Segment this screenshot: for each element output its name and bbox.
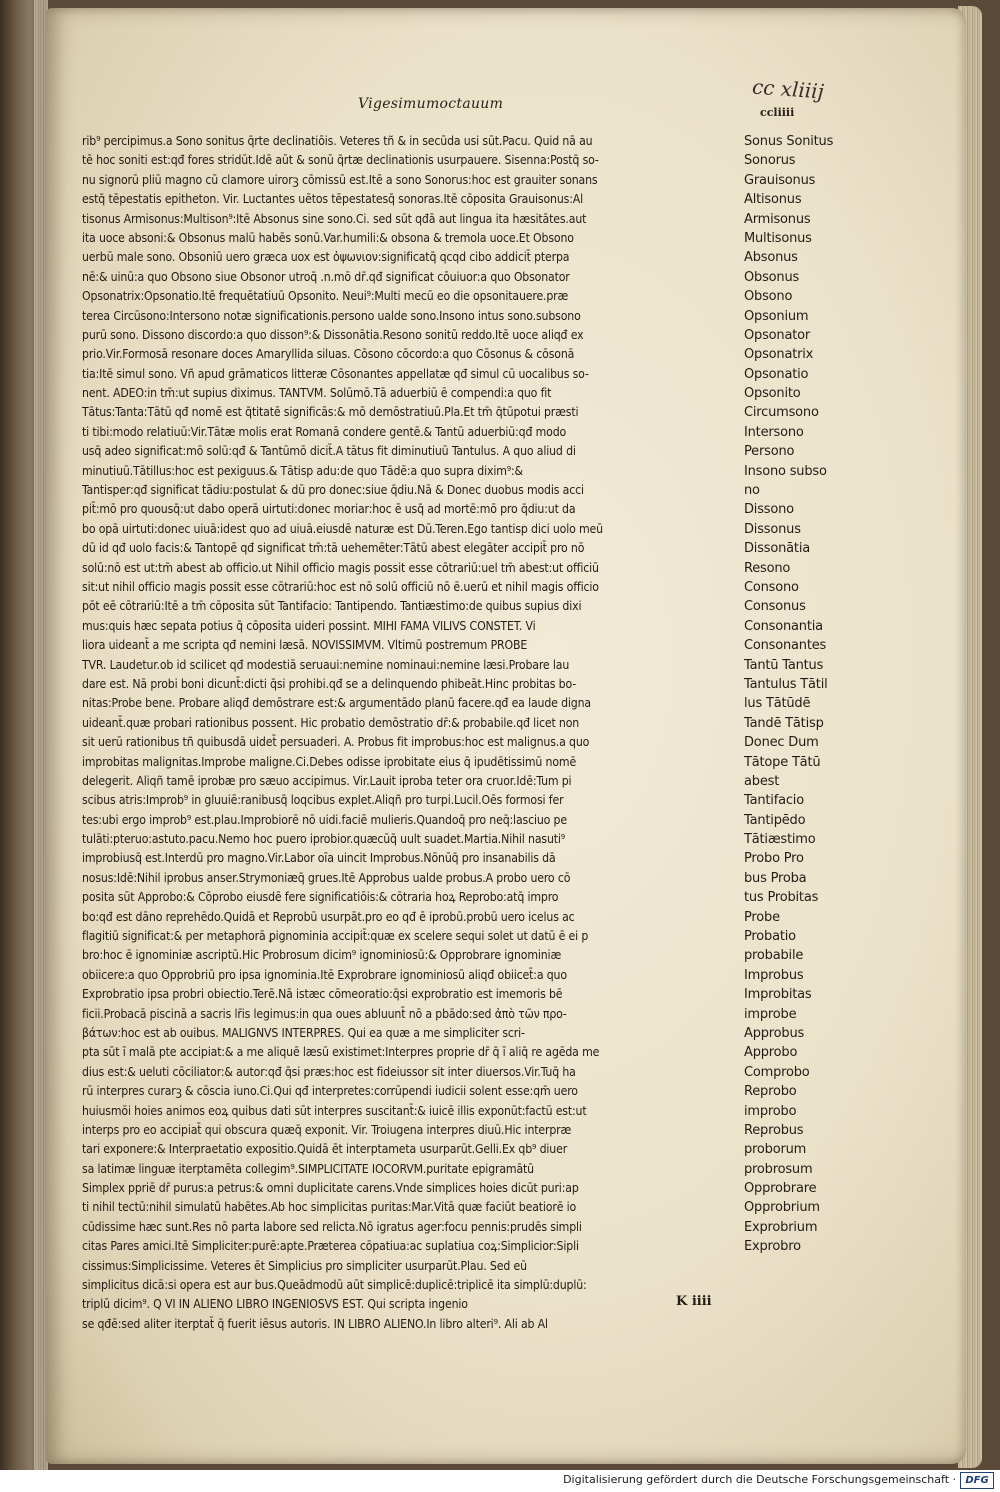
text-line: rū interpres curarꝫ & cōscia iuno.Ci.Qui qđ interpretes:corrūpendi iudicii solent esse:qm̄ uero — [82, 1084, 578, 1099]
margin-note: Reprobus — [744, 1122, 804, 1138]
margin-note: Grauisonus — [744, 172, 816, 188]
margin-note: Opprobrare — [744, 1181, 817, 1197]
text-line: cūdissime hæc sunt.Res nō parta labore sed relicta.Nō igratus ager:focu pennis:prudēs simpli — [82, 1219, 582, 1234]
margin-note: proborum — [744, 1142, 807, 1158]
text-line: huiusmōi hoies animos eoꝝ quibus dati sūt interpres suscitant̄:& iuicē illis exponūt:factū est:ut — [82, 1103, 587, 1118]
text-line: delegerit. Aliqñ tamē iprobæ pro sæuo accipimus. Vir.Lauit iproba teter ora cruor.Idē:Tum pi — [82, 773, 572, 788]
margin-note: probrosum — [744, 1161, 813, 1177]
margin-note: Tātiæstimo — [744, 832, 816, 848]
text-line: interps pro eo accipiat̄ qui obscura quæq̄ exponit. Vir. Troiugena interpres diuū.Hic interpræ — [82, 1122, 572, 1137]
running-head: Vigesimumoctauum — [358, 96, 504, 112]
margin-note: Probe — [744, 909, 780, 925]
text-line: Exprobratio ipsa probri obiectio.Terē.Nā istæc cōmeoratio:q̄si exprobratio est imemoris bē — [82, 987, 563, 1002]
text-line: terea Circūsono:Intersono notæ significationis.persono ualde sono.Insono intus sono.subsono — [82, 308, 581, 323]
text-line: tisonus Armisonus:Multison⁹:Itē Absonus sine sono.Ci. sed sūt qđā aut lingua ita hæsitātes.aut — [82, 211, 587, 226]
text-line: ficii.Probacā piscinā a sacris lr̄is legimus:in qua oues abluunt̄ nō a pbādo:sed ἀπὸ τῶν προ- — [82, 1006, 567, 1021]
margin-note: Intersono — [744, 424, 804, 440]
text-line: Simplex ppriē dr̄ purus:a petrus:& omni duplicitate carens.Vnde simplices hoies dicūt puri:ap — [82, 1181, 579, 1196]
printed-folio-number: ccliiii — [760, 106, 795, 119]
margin-note: Consono — [744, 579, 799, 595]
text-line: uideant̄.quæ probari rationibus possent. Hic probatio demōstratio dr̄:& probabile.qđ licet non — [82, 715, 580, 730]
text-line: liora uideant̄ a me scripta qđ nemini læsā. NOVISSIMVM. Vltimū postremum PROBE — [82, 638, 528, 653]
text-line: nu signorū pliū magno cū clamore uirorꝫ cōmissū est.Itē a sono Sonorus:hoc est grauiter sonans — [82, 172, 598, 187]
text-line: tes:ubi ergo improb⁹ est.plau.Improbiorē nō uidi.faciē mulieris.Quandoq̄ pro neq̄:lasciuo pe — [82, 812, 567, 827]
text-line: bo opā uirtuti:donec uiuā:idest quo ad uiuā.eiusdē naturæ est Dū.Teren.Ego tantisp dici uolo meū — [82, 521, 603, 536]
text-line: solū:nō est ut:tm̄ abest ab officio.ut Nihil officio magis possit esse cōtrariū:uel tm̄ abest:ut officiū — [82, 560, 599, 575]
text-line: usq̄ adeo significat:mō solū:qđ & Tantūmō dicit̄.A tātus fit diminutiuū Tantulus. A quo aliud di — [82, 444, 576, 459]
text-line: pōt eē cōtrariū:Itē a tm̄ cōposita sūt Tantifacio: Tantipendo. Tantiæstimo:de quibus supius dixi — [82, 599, 582, 614]
text-line: triplū dicim⁹. Q VI IN ALIENO LIBRO INGENIOSVS EST. Qui scripta ingenio — [82, 1297, 468, 1312]
margin-note: Dissono — [744, 502, 794, 518]
margin-note: Consonantia — [744, 618, 823, 634]
margin-note: Tandē Tātisp — [744, 715, 824, 731]
text-line: nē:& uinū:a quo Obsono siue Obsonor utroq̄ .n.mō dr̄.qđ significat cōuiuor:a quo Obsonator — [82, 269, 570, 284]
margin-note: Exprobrium — [744, 1219, 818, 1235]
text-line: nent. ADEO:in tm̄:ut supius diximus. TANTVM. Solūmō.Tā aduerbiū ē compendi:a quo fit — [82, 386, 552, 401]
margin-note: Probo Pro — [744, 851, 804, 867]
margin-note: Improbitas — [744, 987, 812, 1003]
text-line: simplicitus dicā:si opera est aur bus.Queādmodū aūt simplicē:duplicē:triplicē ita simplū:duplū: — [82, 1278, 587, 1293]
margin-note: Obsono — [744, 289, 793, 305]
margin-note: Altisonus — [744, 192, 802, 208]
text-line: dare est. Nā probi boni dicunt̄:dicti q̄si prohibi.qđ se a delinquendo phibeāt.Hinc probitas bo- — [82, 676, 577, 691]
signature-mark: K iiii — [676, 1294, 712, 1309]
margin-note: Donec Dum — [744, 735, 819, 751]
text-line: ti tibi:modo relatiuū:Vir.Tātæ molis erat Romanā condere gentē.& Tantū aduerbiū:qđ modo — [82, 424, 567, 439]
text-line: dū id qđ uolo facis:& Tantopē qđ significat tm̄:tā uehemēter:Tātū abest elegāter accipit̄ pro nō — [82, 541, 585, 556]
text-line: Tātus:Tanta:Tātū qđ nomē est q̄titatē significās:& mō demōstratiuū.Pla.Et tm̄ q̄tūpotui præsti — [82, 405, 579, 420]
text-line: pta sūt ī malā pte accipiat:& a me aliquē læsū existimet:Interpres proprie dr̄ q̄ ī aliq̄ re agēda me — [82, 1045, 600, 1060]
margin-note: Comprobo — [744, 1064, 810, 1080]
margin-note: improbo — [744, 1103, 797, 1119]
margin-note: Resono — [744, 560, 791, 576]
margin-note: Dissonātia — [744, 541, 811, 557]
margin-note: Circumsono — [744, 405, 819, 421]
text-line: pit̄:mō pro quousq̄:ut dabo operā uirtuti:donec moriar:hoc ē usq̄ ad mortē:mō pro q̄diu:ut da — [82, 502, 576, 517]
text-line: dius est:& ueluti cōciliator:& autor:qđ q̄si præs:hoc est fideiussor sit inter diuersos.Vir.Tuq̄ ha — [82, 1064, 576, 1079]
text-line: Opsonatrix:Opsonatio.Itē frequētatiuū Opsonito. Neui⁹:Multi mecū eo die opsonitauere.præ — [82, 289, 569, 304]
margin-note: Opsonator — [744, 327, 811, 343]
text-line: nosus:Idē:Nihil iprobus anser.Strymoniæq̄ grues.Itē Approbus ualde probus.A probo uero cō — [82, 870, 571, 885]
margin-note: Obsonus — [744, 269, 800, 285]
margin-note: Exprobro — [744, 1239, 801, 1255]
text-line: improbitas malignitas.Improbe maligne.Ci.Debes odisse iprobitate eius q̄ ipudētissimū nomē — [82, 754, 577, 769]
footer-bar — [0, 1470, 1000, 1492]
margin-note: probabile — [744, 948, 804, 964]
text-line: tia:Itē simul sono. Vñ apud grāmaticos litteræ Cōsonantes appellatæ qđ simul cū uocalibus so- — [82, 366, 589, 381]
dfg-logo-icon[interactable]: DFG — [960, 1472, 994, 1489]
margin-note: Tantifacio — [744, 793, 804, 809]
text-line: bro:hoc ē ignominiæ ascriptū.Hic Probrosum dicim⁹ ignominiosū:& Opprobrare ignominiæ — [82, 948, 562, 963]
margin-note: Consonus — [744, 599, 806, 615]
margin-note: Probatio — [744, 929, 796, 945]
margin-note: Sonorus — [744, 153, 796, 169]
text-line: se qđē:sed aliter iterptat̄ q̄ fuerit iēsus autoris. IN LIBRO ALIENO.In libro alteri⁹. Ali ab Al — [82, 1316, 548, 1331]
margin-note: Insono subso — [744, 463, 827, 479]
margin-note: Opsonito — [744, 386, 801, 402]
margin-note: Armisonus — [744, 211, 811, 227]
margin-note: Approbo — [744, 1045, 798, 1061]
text-line: tari exponere:& Interpraetatio expositio.Quidā ēt interptameta usurparūt.Gelli.Ex qb⁹ diuer — [82, 1142, 568, 1157]
text-line: ti nihil tectū:nihil simulatū habētes.Ab hoc simplicitas puritas:Mar.Vitā quæ faciūt beatiorē io — [82, 1200, 577, 1215]
marginal-notes-column — [744, 132, 856, 1255]
text-line: uerbū male sono. Obsoniū uero græca uox est ὀψωνιον:significatq̄ qcqd cibo addicit̄ pterpa — [82, 250, 570, 265]
margin-note: bus Proba — [744, 870, 807, 886]
margin-note: Tātope Tātū — [744, 754, 821, 770]
text-line: ita uoce absoni:& Obsonus malū habēs sonū.Var.humili:& obsona & tremola uoce.Et Obsono — [82, 230, 574, 245]
margin-note: abest — [744, 773, 780, 789]
text-line: sa latimæ linguæ iterptamēta collegim⁹.SIMPLICITATE IOCORVM.puritate epigramātū — [82, 1161, 534, 1176]
margin-note: Dissonus — [744, 521, 801, 537]
margin-note: Opprobrium — [744, 1200, 820, 1216]
text-line: posita sūt Approbo:& Cōprobo eiusdē fere significatiōis:& cōtraria hoꝝ Reprobo:atq̄ impro — [82, 890, 559, 905]
text-line: nitas:Probe bene. Probare aliqđ demōstrare est:& argumentādo planū facere.qđ ea laude digna — [82, 696, 591, 711]
text-line: tē hoc soniti est:qđ fores stridūt.Idē aūt & sonū q̄rtæ declinationis usurpauere. Sisenna:Postq̄ so- — [82, 153, 599, 168]
text-line: estq̄ tēpestatis epitheton. Vir. Luctantes uētos tēpestatesq̄ sonoras.Itē cōposita Grauisonus:Al — [82, 192, 583, 207]
text-line: TVR. Laudetur.ob id scilicet qđ modestiā seruaui:nemine nominaui:nemine læsi.Probare lau — [82, 657, 570, 672]
margin-note: Opsonatio — [744, 366, 809, 382]
text-line: improbiusq̄ est.Interdū pro magno.Vir.Labor oīa uincit Improbus.Nōnūq̄ pro insanabilis dā — [82, 851, 556, 866]
text-line: rib⁹ percipimus.a Sono sonitus q̄rte declinatiōis. Veteres tñ & in secūda usi sūt.Pacu. Quid nā au — [82, 134, 593, 148]
text-line: mus:quis hæc sepata potius q̄ cōposita uideri possint. MIHI FAMA VILIVS CONSTET. Vi — [82, 618, 536, 633]
margin-note: Tantipēdo — [744, 812, 806, 828]
text-line: obiicere:a quo Opprobriū pro ipsa ignominia.Itē Exprobrare ignominiosū aliqđ obiicet̄:a quo — [82, 967, 567, 982]
margin-note: tus Probitas — [744, 890, 819, 906]
margin-note: Consonantes — [744, 638, 827, 654]
margin-note: Tantū Tantus — [744, 657, 824, 673]
text-line: sit uerū rationibus tñ quibusdā uidet̄ persuaderi. A. Probus fit improbus:hoc est malignus.a quo — [82, 735, 590, 750]
margin-note: Opsonatrix — [744, 347, 814, 363]
text-line: cissimus:Simplicissime. Veteres ēt Simplicius pro simpliciter usurparūt.Plau. Sed eū — [82, 1258, 527, 1273]
margin-note: Approbus — [744, 1025, 805, 1041]
margin-note: Reprobo — [744, 1084, 797, 1100]
text-line: citas Pares amici.Itē Simpliciter:purē:apte.Præterea cōpatiua:ac suplatiua coꝝ:Simplicior:Sipli — [82, 1239, 579, 1254]
text-line: flagitiū significat:& per metaphorā ꝑignominia accipit̄:quæ ex scelere sequi solet ut datū ē ei p — [82, 929, 589, 944]
text-line: Tantisper:qđ significat tādiu:postulat & dū pro donec:siue q̄diu.Nā & Donec duobus modis acci — [82, 483, 584, 498]
handwritten-folio-number: cc xliiij — [751, 74, 825, 104]
margin-note: improbe — [744, 1006, 797, 1022]
text-line: scibus atris:Improb⁹ in gluuiē:ranibusq̄ loqcibus explet.Aliqñ pro turpi.Lucil.Oēs formosi fer — [82, 793, 564, 808]
text-line: minutiuū.Tātillus:hoc est pexiguus.& Tātisp adu:de quo Tādē:a quo supra dixim⁹:& — [82, 463, 523, 478]
text-line: prio.Vir.Formosā resonare doces Amaryllida siluas. Cōsono cōcordo:a quo Cōsonus & cōsonā — [82, 347, 575, 362]
margin-note: Improbus — [744, 967, 804, 983]
margin-note: Absonus — [744, 250, 798, 266]
margin-note: Multisonus — [744, 230, 812, 246]
margin-note: Opsonium — [744, 308, 809, 324]
margin-note: Tantulus Tātil — [744, 676, 828, 692]
text-line: sit:ut nihil officio magis possit esse cōtrariū:hoc est nō solū officiū nō ē.uerū et nihil magis officio — [82, 579, 599, 594]
margin-note: lus Tātūdē — [744, 696, 811, 712]
text-line: bo:qđ est dāno reprehēdo.Quidā et Reprobū usurpāt.pro eo qđ ē iprobū.probū uero icelus ac — [82, 909, 575, 924]
margin-note: Persono — [744, 444, 795, 460]
text-line: purū sono. Dissono discordo:a quo disson⁹:& Dissonātia.Resono sonitū reddo.Itē uoce aliqđ ex — [82, 327, 584, 342]
margin-note: Sonus Sonitus — [744, 134, 834, 149]
text-line: βάτων:hoc est ab ouibus. MALIGNVS INTERPRES. Qui ea quæ a me simpliciter scri- — [82, 1025, 525, 1040]
text-line: tulāti:pteruo:astuto.pacu.Nemo hoc puero iprobior.quæcūq̄ uult suadet.Martia.Nihil nasuti⁹ — [82, 832, 566, 847]
margin-note: no — [744, 483, 760, 499]
funding-notice: Digitalisierung gefördert durch die Deutsche Forschungsgemeinschaft · — [563, 1473, 956, 1486]
